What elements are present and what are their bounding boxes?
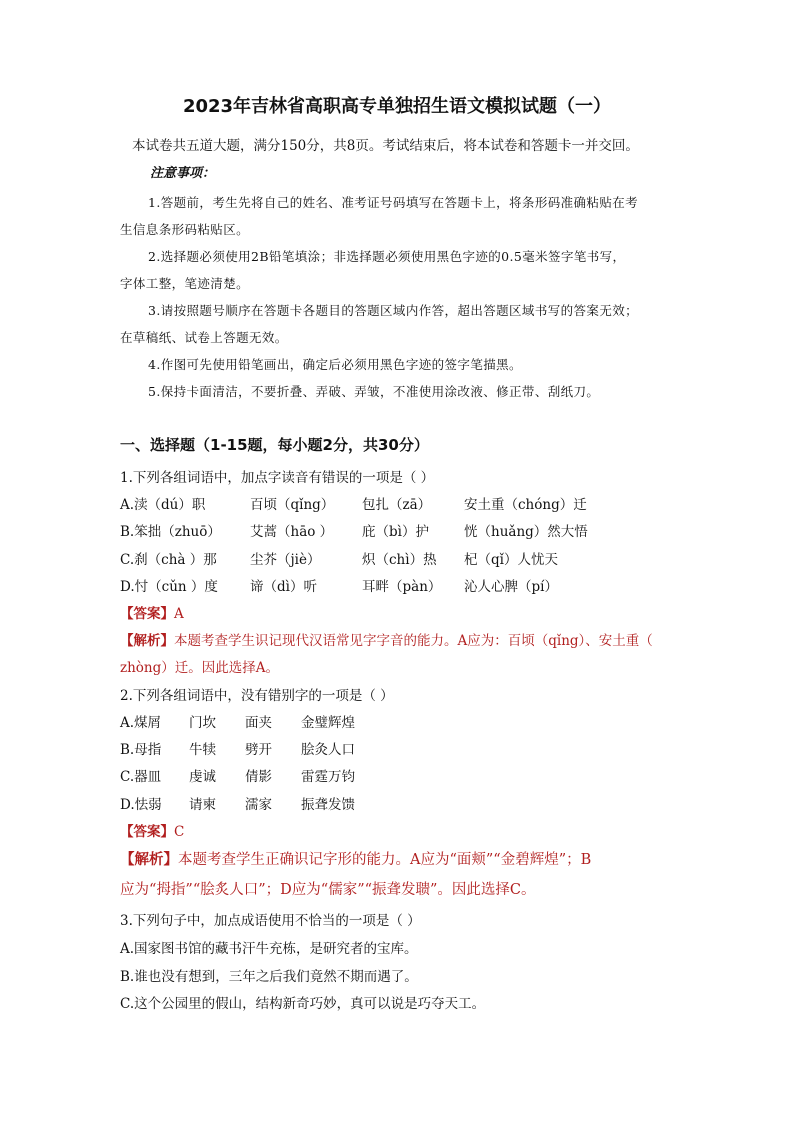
analysis-line [120,848,591,869]
notice-line: 字体工整，笔迹清楚。 [120,276,250,291]
answer-value: A [174,606,184,622]
analysis-line [120,629,653,649]
option-cell: 百顷（qǐng） [250,497,335,513]
notice-line: 5.保持卡面清洁，不要折叠、弄破、弄皱，不准使用涂改液、修正带、刮纸刀。 [148,384,600,399]
notice-line: 2.选择题必须使用2B铅笔填涂；非选择题必须使用黑色字迹的0.5毫米签字笔书写， [148,249,626,264]
answer-tag: 【答案】 [120,606,174,622]
analysis-continued: zhòng）迁。因此选择A。 [120,660,280,676]
analysis-continued: 应为“拇指”“脍炙人口”；D应为“儒家”“振聋发聩”。因此选择C。 [120,882,536,898]
analysis-text: 本题考查学生识记现代汉语常见字字音的能力。A应为：百顷（qǐng）、安土重（ [174,633,653,649]
option-cell: D.怯弱 [120,797,162,813]
option-cell: 安土重（chóng）迁 [464,497,587,513]
option-cell: 炽（chì）热 [362,552,437,568]
option-cell: 耳畔（pàn） [362,579,442,595]
option-cell: 艾蒿（hāo ） [250,524,334,540]
answer-line [120,820,184,840]
notice-line: 生信息条形码粘贴区。 [120,222,250,237]
option-cell: B.母指 [120,742,162,758]
option-cell: 虔诚 [189,769,216,785]
analysis-tag: 【解析】 [120,851,178,868]
option-cell: D.忖（cǔn ）度 [120,579,218,595]
option-cell: 恍（huǎng）然大悟 [464,524,588,540]
option-cell: A.渎（dú）职 [120,497,206,513]
option-cell: 劈开 [245,742,272,758]
option-cell: 牛犊 [189,742,216,758]
option-cell: B.笨拙（zhuō） [120,524,221,540]
notice-line: 在草稿纸、试卷上答题无效。 [120,330,288,345]
notice-line: 3.请按照题号顺序在答题卡各题目的答题区域内作答，超出答题区域书写的答案无效； [148,303,639,318]
notice-heading: 注意事项： [150,166,216,181]
option-cell: 尘芥（jiè） [250,552,321,568]
option-cell: 谛（dì）听 [250,579,317,595]
section-heading: 一、选择题（1-15题，每小题2分，共30分） [120,436,429,454]
option-cell: A.煤屑 [120,715,162,731]
option-cell: 雷霆万钧 [301,769,355,785]
option-cell: C.器皿 [120,769,162,785]
option-cell: C.刹（chà ）那 [120,552,217,568]
notice-line: 4.作图可先使用铅笔画出，确定后必须用黑色字迹的签字笔描黑。 [148,357,522,372]
option-line: B.谁也没有想到，三年之后我们竟然不期而遇了。 [120,969,418,985]
answer-tag: 【答案】 [120,824,174,840]
option-cell: 门坎 [189,715,216,731]
question-stem: 3.下列句子中，加点成语使用不恰当的一项是（ ） [120,913,421,929]
option-line: C.这个公园里的假山，结构新奇巧妙，真可以说是巧夺天工。 [120,996,486,1012]
option-line: A.国家图书馆的藏书汗牛充栋，是研究者的宝库。 [120,941,418,957]
answer-value: C [174,824,185,840]
option-cell: 庇（bì）护 [362,524,429,540]
option-cell: 振聋发馈 [301,797,355,813]
analysis-text: 本题考查学生正确识记字形的能力。A应为“面颊”“金碧辉煌”；B [178,852,592,868]
question-stem: 2.下列各组词语中，没有错别字的一项是（ ） [120,688,394,704]
option-cell: 沁人心脾（pí） [464,579,558,595]
answer-line [120,602,184,622]
question-stem: 1.下列各组词语中，加点字读音有错误的一项是（ ） [120,470,435,486]
option-cell: 脍灸人口 [301,742,355,758]
option-cell: 包扎（zā） [362,497,432,513]
option-cell: 请柬 [189,797,216,813]
notice-line: 1.答题前，考生先将自己的姓名、准考证号码填写在答题卡上，将条形码准确粘贴在考 [148,195,639,210]
option-cell: 濡家 [245,797,272,813]
page-title: 2023年吉林省高职高专单独招生语文模拟试题（一） [182,96,612,117]
option-cell: 面夹 [245,715,272,731]
option-cell: 杞（qǐ）人忧天 [464,552,558,568]
option-cell: 倩影 [245,769,272,785]
intro-text: 本试卷共五道大题，满分150分，共8页。考试结束后，将本试卷和答题卡一并交回。 [132,138,639,154]
analysis-tag: 【解析】 [120,633,174,649]
option-cell: 金璧辉煌 [301,715,355,731]
